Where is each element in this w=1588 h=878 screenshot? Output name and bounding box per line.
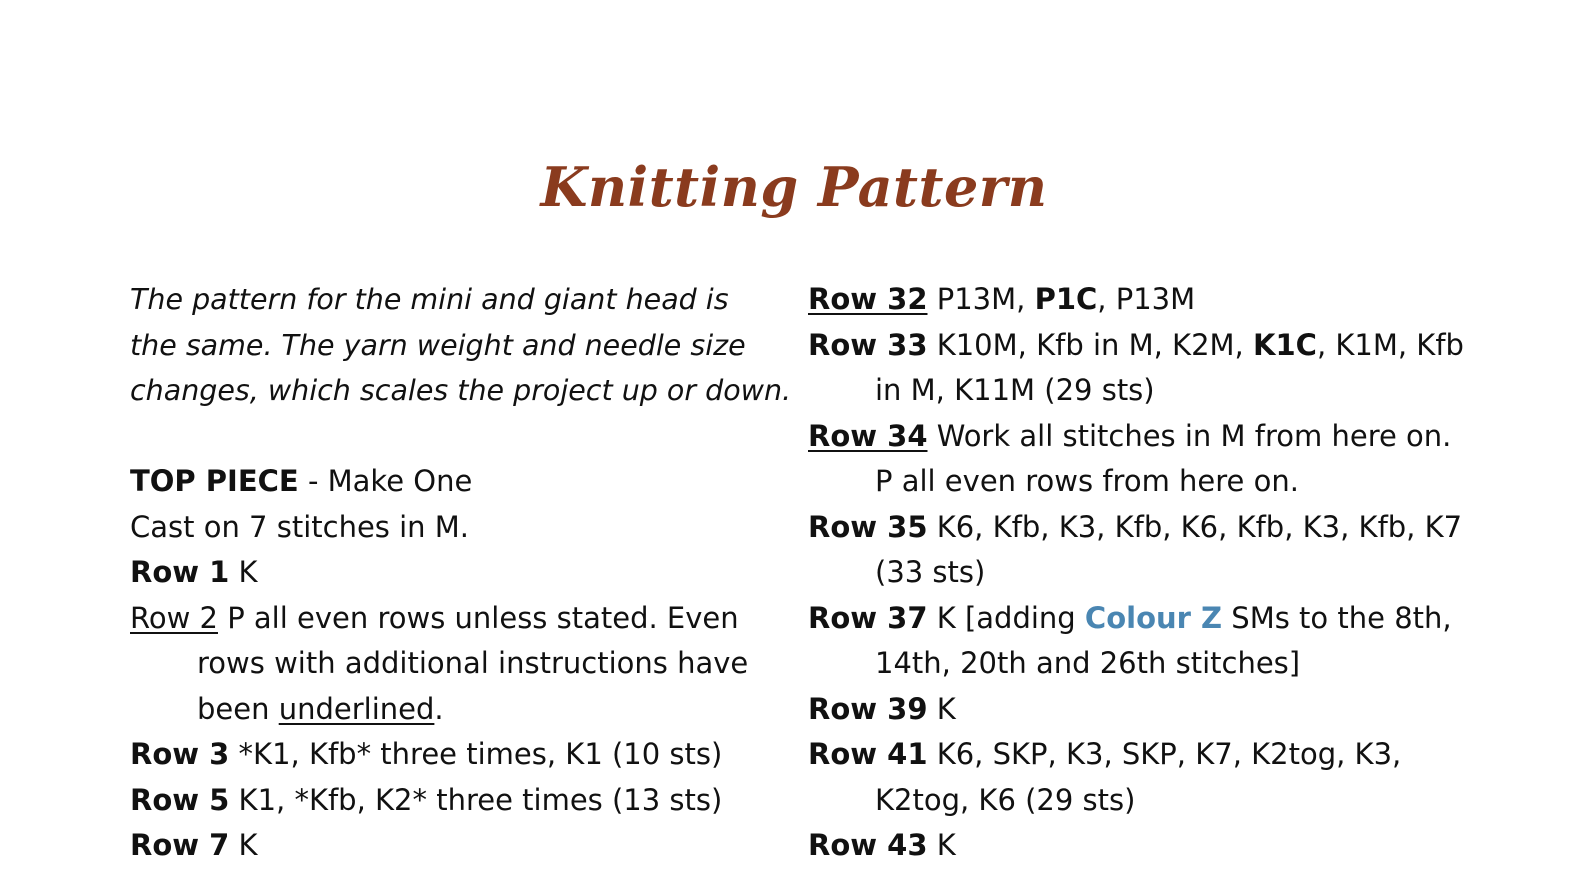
right-column <box>808 277 1568 869</box>
row-39 <box>808 687 1568 733</box>
row-text: K [adding <box>927 600 1085 635</box>
row-label: Row 37 <box>808 600 928 635</box>
underlined-word: underlined <box>278 691 435 726</box>
row-label: Row 39 <box>808 691 928 726</box>
row-text: K1, *Kfb, K2* three times (13 sts) <box>229 782 723 817</box>
row-text: K6, Kfb, K3, Kfb, K6, Kfb, K3, Kfb, K7 <box>927 509 1463 544</box>
row-label: Row 32 <box>808 282 928 316</box>
row-text: , K1M, Kfb <box>1316 327 1464 362</box>
row-33-continued: in M, K11M (29 sts) <box>875 373 1155 407</box>
row-label: Row 2 <box>130 600 218 635</box>
cast-on-instruction: Cast on 7 stitches in M. <box>130 509 470 544</box>
row-32 <box>808 277 1568 323</box>
row-text: SMs to the 8th, <box>1222 600 1452 635</box>
row-label: Row 35 <box>808 509 928 544</box>
top-piece-heading <box>130 459 780 505</box>
contrast-stitch: K1C <box>1253 327 1317 362</box>
row-text: P all even rows unless stated. Even <box>217 600 739 635</box>
spacer <box>130 414 780 460</box>
section-heading-suffix: - Make One <box>298 464 473 498</box>
intro-line-2: the same. The yarn weight and needle size <box>130 328 746 362</box>
row-text: , P13M <box>1097 282 1196 316</box>
row-text: been <box>197 691 279 726</box>
row-34 <box>808 414 1568 460</box>
row-35 <box>808 505 1568 551</box>
row-text: Work all stitches in M from here on. <box>927 418 1452 453</box>
left-column <box>130 277 792 869</box>
row-text: . <box>434 691 444 726</box>
row-text: K <box>927 828 956 862</box>
row-label: Row 1 <box>130 555 230 589</box>
row-37-continued: 14th, 20th and 26th stitches] <box>875 646 1301 680</box>
colour-z-label: Colour Z <box>1084 600 1223 635</box>
row-33 <box>808 323 1568 369</box>
row-label: Row 34 <box>808 418 928 453</box>
row-3 <box>130 732 780 778</box>
section-heading: TOP PIECE <box>130 464 299 498</box>
row-43 <box>808 823 1568 869</box>
row-text: K10M, Kfb in M, K2M, <box>927 327 1253 362</box>
row-label: Row 7 <box>130 828 230 862</box>
row-7 <box>130 823 780 869</box>
row-2-continued: rows with additional instructions have <box>197 646 749 680</box>
row-text: K <box>927 691 956 726</box>
row-5 <box>130 778 780 824</box>
row-label: Row 33 <box>808 327 928 362</box>
row-37 <box>808 596 1568 642</box>
row-text: P13M, <box>927 282 1035 316</box>
contrast-stitch: P1C <box>1034 282 1098 316</box>
row-2 <box>130 596 780 642</box>
row-2-continued-2 <box>130 687 780 733</box>
page-title: Knitting Pattern <box>540 155 1048 219</box>
row-34-continued: P all even rows from here on. <box>875 464 1299 498</box>
row-text: K <box>229 555 258 589</box>
row-label: Row 3 <box>130 737 230 771</box>
row-text: K <box>229 828 258 862</box>
row-label: Row 5 <box>130 782 230 817</box>
row-41-continued: K2tog, K6 (29 sts) <box>875 782 1136 817</box>
row-41 <box>808 732 1568 778</box>
row-label: Row 43 <box>808 828 928 862</box>
row-label: Row 41 <box>808 737 928 771</box>
row-text: K6, SKP, K3, SKP, K7, K2tog, K3, <box>927 737 1402 771</box>
intro-line-1: The pattern for the mini and giant head is <box>130 283 729 316</box>
row-text: *K1, Kfb* three times, K1 (10 sts) <box>229 737 723 771</box>
intro-line-3: changes, which scales the project up or down. <box>130 374 792 407</box>
row-35-continued: (33 sts) <box>875 555 986 589</box>
row-1 <box>130 550 780 596</box>
